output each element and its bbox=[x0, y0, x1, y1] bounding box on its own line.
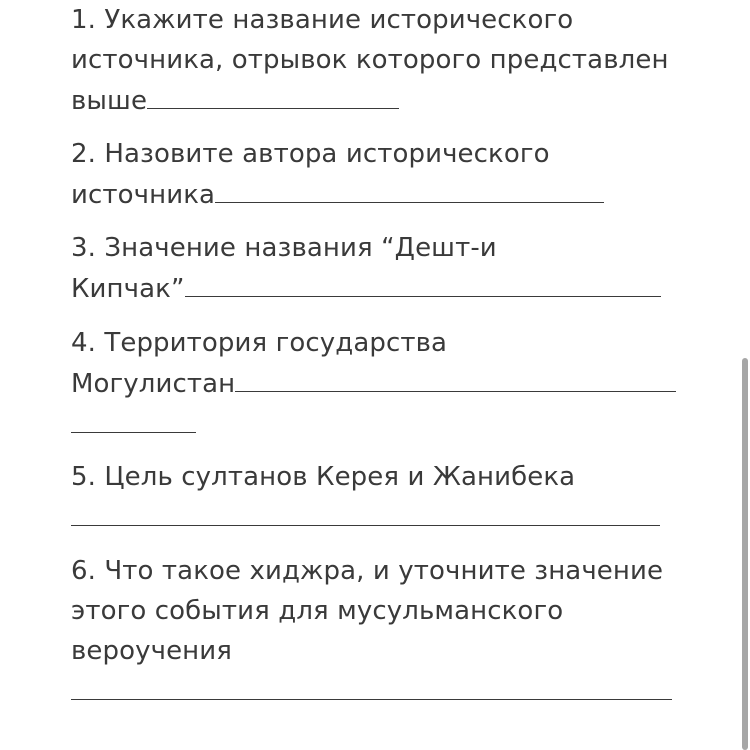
question-1-line-2: источника, отрывок которого представлен bbox=[71, 45, 669, 75]
question-5-line-2 bbox=[71, 497, 660, 538]
question-2-line-1: 2. Назовите автора исторического bbox=[71, 139, 550, 169]
question-6-line-3: вероучения bbox=[71, 636, 233, 666]
question-3 bbox=[71, 228, 661, 309]
question-3-line-1: 3. Значение названия “Дешт-и bbox=[71, 233, 497, 263]
question-3-line-2 bbox=[71, 268, 661, 309]
answer-blank-4a[interactable] bbox=[235, 363, 676, 392]
question-4 bbox=[71, 323, 676, 445]
answer-blank-2[interactable] bbox=[215, 174, 604, 203]
question-5-line-1: 5. Цель султанов Керея и Жанибека bbox=[71, 462, 576, 492]
question-1-line-3 bbox=[71, 80, 669, 121]
question-1-line-1: 1. Укажите название исторического bbox=[71, 5, 574, 35]
vertical-scrollbar[interactable] bbox=[740, 0, 750, 750]
scrollbar-thumb[interactable] bbox=[742, 358, 748, 750]
question-6 bbox=[71, 551, 672, 712]
question-4-line-2 bbox=[71, 363, 676, 404]
answer-blank-6[interactable] bbox=[71, 671, 672, 700]
question-4-line-1: 4. Территория государства bbox=[71, 328, 448, 358]
answer-blank-3[interactable] bbox=[185, 268, 661, 297]
question-5 bbox=[71, 457, 660, 538]
question-2-line-2 bbox=[71, 174, 604, 215]
question-6-line-4 bbox=[71, 671, 672, 712]
question-4-line-2-text: Могулистан bbox=[71, 369, 236, 399]
question-2-line-2-text: источника bbox=[71, 180, 216, 210]
question-2 bbox=[71, 134, 604, 215]
answer-blank-1[interactable] bbox=[147, 80, 399, 109]
question-6-line-2: этого события для мусульманского bbox=[71, 596, 564, 626]
answer-blank-5[interactable] bbox=[71, 497, 660, 526]
question-1 bbox=[71, 0, 669, 121]
question-6-line-1: 6. Что такое хиджра, и уточните значение bbox=[71, 556, 664, 586]
question-3-line-2-text: Кипчак” bbox=[71, 274, 185, 304]
answer-blank-4b[interactable] bbox=[71, 404, 196, 433]
question-1-line-3-text: выше bbox=[71, 86, 148, 116]
question-4-line-3 bbox=[71, 404, 676, 445]
